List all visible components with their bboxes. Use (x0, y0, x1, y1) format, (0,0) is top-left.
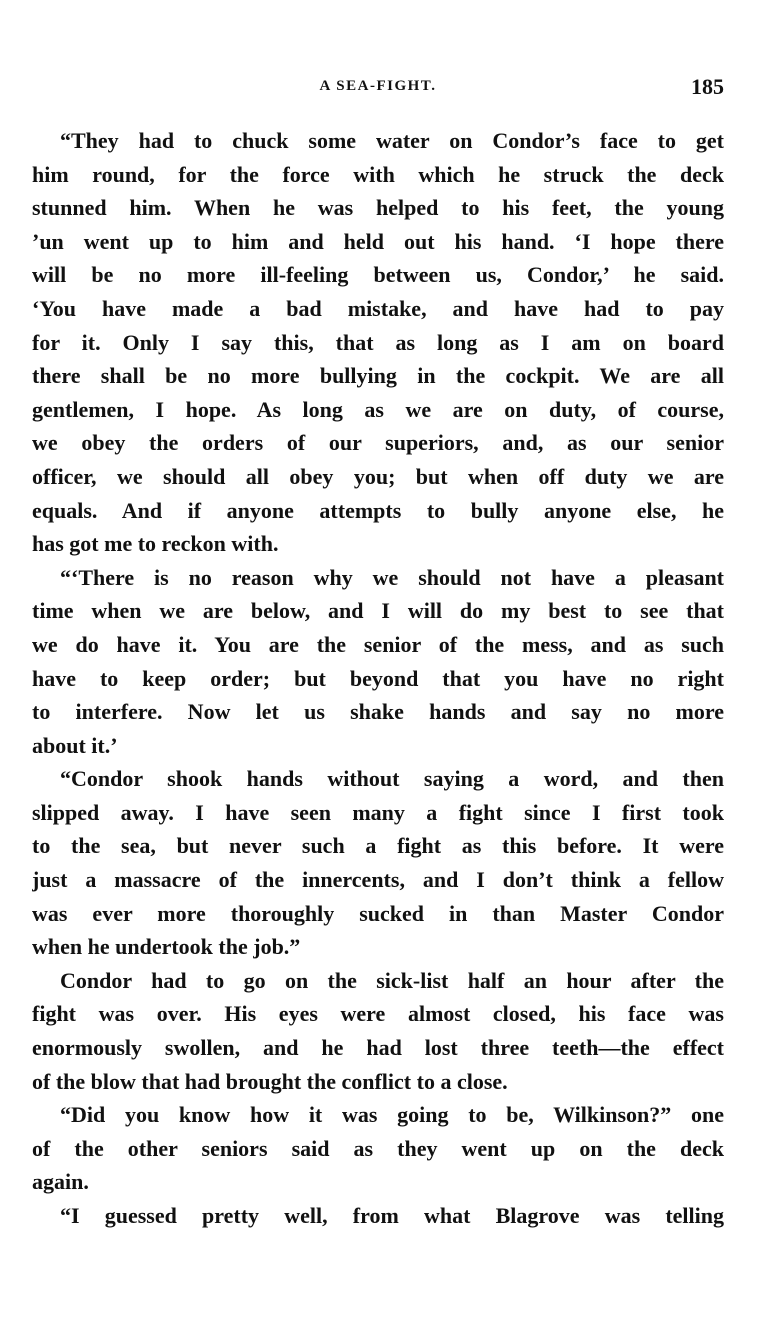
text-line: was ever more thoroughly sucked in than Master Condor (32, 900, 724, 926)
text-line: ‘You have made a bad mistake, and have had to pay (32, 295, 724, 321)
text-line: to interfere. Now let us shake hands and say no more (32, 699, 724, 725)
text-line: just a massacre of the innercents, and I don’t think a fellow (32, 867, 724, 893)
body-text (32, 124, 724, 1233)
running-head (32, 74, 724, 104)
text-line: about it.’ (32, 732, 118, 758)
text-line: equals. And if anyone attempts to bully anyone else, he (32, 497, 724, 523)
text-line: we obey the orders of our superiors, and, as our senior (32, 430, 724, 456)
text-line: “Condor shook hands without saying a word, and then (60, 766, 724, 792)
text-line: of the other seniors said as they went up on the deck (32, 1135, 724, 1161)
page-number: 185 (691, 74, 724, 99)
text-line: to the sea, but never such a fight as this before. It were (32, 833, 724, 859)
text-line: fight was over. His eyes were almost closed, his face was (32, 1001, 724, 1027)
text-line: when he undertook the job.” (32, 934, 301, 960)
text-line: “Did you know how it was going to be, Wilkinson?” one (60, 1102, 724, 1128)
text-line: we do have it. You are the senior of the mess, and as such (32, 631, 724, 657)
text-line: there shall be no more bullying in the cockpit. We are all (32, 363, 724, 389)
text-line: gentlemen, I hope. As long as we are on duty, of course, (32, 396, 724, 422)
text-line: will be no more ill-feeling between us, Condor,’ he said. (32, 262, 724, 288)
text-line: officer, we should all obey you; but when off duty we are (32, 463, 724, 489)
text-line: him round, for the force with which he struck the deck (32, 161, 724, 187)
running-title: A SEA-FIGHT. (319, 78, 437, 94)
text-line: for it. Only I say this, that as long as I am on board (32, 329, 724, 355)
text-line: of the blow that had brought the conflict to a close. (32, 1068, 508, 1094)
text-line: have to keep order; but beyond that you have no right (32, 665, 724, 691)
text-line: has got me to reckon with. (32, 531, 279, 557)
text-line: enormously swollen, and he had lost three teeth—the effect (32, 1035, 724, 1061)
text-line: slipped away. I have seen many a fight since I first took (32, 799, 724, 825)
text-line: again. (32, 1169, 89, 1195)
text-line: “I guessed pretty well, from what Blagrove was telling (60, 1203, 724, 1228)
text-line: time when we are below, and I will do my best to see that (32, 598, 724, 624)
text-line: Condor had to go on the sick-list half an hour after the (60, 967, 724, 993)
text-line: stunned him. When he was helped to his feet, the young (32, 195, 724, 221)
text-line: “‘There is no reason why we should not have a pleasant (60, 564, 724, 590)
text-line: “They had to chuck some water on Condor’s face to get (60, 128, 724, 153)
text-line: ’un went up to him and held out his hand. ‘I hope there (32, 228, 724, 254)
